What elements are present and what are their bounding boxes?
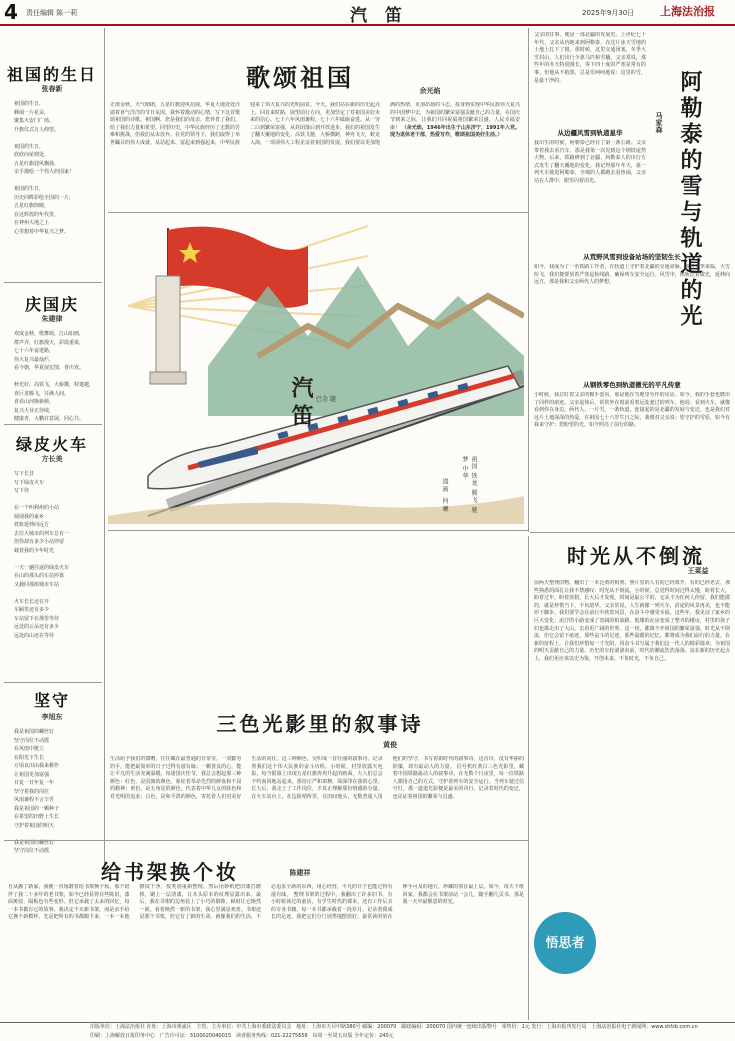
- poem-line: 一天一趟往返的绿皮火车: [14, 564, 70, 571]
- poem-line: 七十六年奋进路，: [14, 348, 55, 354]
- article3-author: 黄俊: [383, 741, 397, 749]
- article3-body: 生活给予我们的馈赠，往往藏在最普通的日常里。一双勤劳的手，能把最简单的日子过得有滋有味；一颗善良的心，能让平凡的生活充满温暖。每逢国庆佳节，我总会想起那三种颜色：红色，是国旗的颜色，象征着革命先烈的鲜血和不屈的精神；黄色，是五角星的颜色，代表着中华儿女的肤色和对光明的追求；白色，是和平鸽的颜色，寄托着人们对美好生活的向往。这三种颜色，交织成一首壮丽的叙事诗，记录着我们这个伟大民族的奋斗历程。小时候，村里放露天电影，每当银幕上出现五星红旗冉冉升起的画面，大人们总会不约而同地站起来，那份庄严和肃穆，深深印在我的心里。长大后，我走上了工作岗位，才真正理解那份情感的分量。在火车站台上，在边防哨所里，在田间地头，无数普通人用他们的坚守，书写着新时代的叙事诗。这首诗，没有华丽的辞藻，却有最动人的力量。 信号机红黄白三色光影里，藏着中国铁路最动人的叙事诗。在无数个日夜里，每一位铁路人都用自己的方式，守护着列车的安全运行。当列车驶过信号灯，那一道道光影便是最美的诗行，记录着时代的变迁，也见证着祖国的繁荣与昌盛。: [110, 756, 524, 800]
- poem-line: 万顷良田由我来耕作: [14, 763, 60, 769]
- illustration-caption: 祖国 铁龙 腾飞 驰梦 中华: [461, 456, 477, 514]
- article2-body-2: 如今，我成为了一名铁路工作者，在轨道上守护着北疆的交通命脉。每当冬季来临，大雪纷飞，我们便要顶着严寒巡检线路，确保列车安全运行。风雪中，铁轨泛着微光，延伸向远方，那是我和父亲两代人的梦想。: [534, 264, 730, 286]
- article4-body-cont: [600, 914, 730, 1018]
- poem-line: 在山的那头的车站停靠: [14, 573, 65, 579]
- poem-line: 火车长长还在开: [14, 598, 50, 605]
- article2-author: 马家森: [655, 112, 663, 133]
- article5-body: 自从搬了新家，我便一直琢磨着给书架换个妆。那个陪伴了我二十多年的老书架，如今已经显得有些陈旧，漆面斑驳，隔板也有些变形。但它承载了太多的回忆，每一本书都有它的故事。我决定不买新书架，而是亲手给它换个新模样。先是把所有的书都搬下来，一本一本地擦拭干净，按类别重新整理。然后用砂纸把旧漆打磨掉，刷上一层清漆，让木头原本的纹理显露出来。最后，我在书架的边角装上了小巧的铜饰，顿时让它焕然一新。看着焕然一新的书架，我心里满是欢喜。书架还是那个书架，但它有了新的生命。就像我们的生活，不必追求全新的东西，用心经营，平凡的日子也能过得有滋有味。 整理书架的过程中，我翻出了许多旧书，有小时候读过的童话，有学生时代的课本，还有工作后买的专业书籍。每一本书都承载着一段岁月，记录着我成长的足迹。我把它们分门别类地摆放好，最常读的放在伸手可及的地方，珍藏的放在最上层。如今，每天下班回家，我都会在书架前站一会儿，随手翻几页书，那是我一天中最惬意的时光。: [8, 884, 524, 921]
- train-illustration: [108, 216, 524, 524]
- poem-line: 在阳光下生长: [14, 754, 45, 761]
- poem-line: 喜看山河换新颜，: [14, 399, 55, 405]
- poem-line: 在神州大地之上: [14, 220, 50, 226]
- poem2-body: [14, 330, 102, 424]
- poem-line: 但你却有多少小站停留: [14, 539, 65, 545]
- poem-line: 伟大复兴最灿烂，: [14, 356, 55, 363]
- page-header: [0, 0, 735, 26]
- divider: [4, 282, 102, 283]
- poem-line: 喜巨龙腾飞，芬满人间，: [14, 390, 70, 397]
- section-title: 汽 笛: [350, 6, 408, 26]
- poem-line: 坚守岗位不动摇: [14, 848, 50, 854]
- article2-subhead-3: 从钢铁零色到轨道微光的平凡传意: [583, 381, 681, 389]
- footer-col2: 主管、主办单位：中共上海市委政法委员会: [196, 1024, 292, 1030]
- masthead-logo: 上海法治报: [660, 5, 715, 18]
- poem-line: 日复一日年复一年: [14, 780, 55, 786]
- article5-author: 陈建祥: [289, 869, 311, 877]
- article2-body-3: 小时候，我总盯着父亲的棉手套看，那是他在雪地里劳作的见证。如今，我的手套也磨出了同样的痕迹。父亲退休后，常常坐在窗前看着远处驶过的列车，他说：看到火车，就像看到你在身边。两代人，一片雪，一条轨道，连接起的是北疆的发展与变迁，也是我们对这片土地深深的热爱。在祖国七十六岁生日之际，我想对父亲说：您守护的雪原，如今有我来守护；您盼望的光，如今照亮了前行的路。: [534, 392, 730, 429]
- left-column-divider: [104, 28, 105, 868]
- poem3-title: 绿皮火车: [15, 435, 88, 454]
- poem-line: 五星红旗倒映，: [14, 203, 50, 209]
- poem-line: [14, 373, 102, 382]
- poem-line: 欣欣向荣到处，: [14, 152, 50, 158]
- poem-line: 坚守岗位不动摇: [14, 737, 50, 744]
- divider: [4, 840, 528, 841]
- poem4-title: 坚守: [33, 691, 70, 710]
- article3-title: 三色光影里的叙事诗: [216, 712, 424, 736]
- article1-body: 正值金秋，天气晴朗，五星红旗迎风招展，华夏大地处处洋溢着喜气洋洋的节日氛围。我怀着激动的心情，写下这首歌颂祖国的诗歌。祖国啊，您是我们的母亲，您养育了我们，给了我们力量和希望。回望历史，中华民族经历了无数的苦难和挑战，但我们从未放弃。在党的领导下，我们取得了举世瞩目的伟大成就。从站起来、富起来到强起来，中华民族迎来了伟大复兴的光明前景。今天，我们站在新的历史起点上，回首来时路，展望前行方向，更加坚定了对祖国美好未来的信心。七十六年风雨兼程，七十六年砥砺奋进。从一穷二白到繁荣富强，从封闭落后到开放进步，我们的祖国发生了翻天覆地的变化。高铁飞驰，大桥横跨，神舟飞天，蛟龙入海，一项项伟大工程见证着祖国的发展。我们要以更加饱满的热情、更加昂扬的斗志，投身到实现中华民族伟大复兴的中国梦中去，为祖国的繁荣富强贡献自己的力量。在国庆节到来之际，让我们共同祝福祖国繁荣昌盛，人民幸福安康！ （余光焰，1946年出生于山东济宁，1991年入党。现为退休老干部，热爱写作，歌颂祖国美好生活。）: [110, 102, 520, 146]
- poem-line: 载着我的少年时光: [14, 547, 55, 554]
- poem-line: 又载回那座城市车站: [14, 581, 60, 588]
- footer-col6: 上海法治报社电子新闻网：www.shfzb.com.cn: [591, 1024, 698, 1030]
- poem-line: 在风雨中挺立: [14, 746, 45, 752]
- article1-author: 余光焰: [419, 87, 441, 95]
- poem-line: [14, 555, 102, 564]
- poem-line: 风雨兼程不言辛苦: [14, 797, 55, 803]
- poem-line: [14, 830, 102, 839]
- footer-col3: 地址：上海市天目中路380号 邮编：200070: [296, 1024, 397, 1030]
- poem-line: 在这辉煌的年代里，: [14, 211, 60, 218]
- poem-line: 让祖国更加富强: [14, 771, 50, 778]
- column-divider: [528, 536, 529, 1020]
- article2-intro: 父亲的往事，便是一部北疆的发展史。上世纪七十年代，父亲从内地来到阿勒泰，在这片冰天雪地的土地上扎下了根。那时候，这里交通闭塞，冬季大雪封山，人们出行全靠马匹和雪橇。父亲常说，那些年的冬天特别漫长，零下四十度的严寒是常有的事。但他从不抱怨，总是乐呵呵地说：这里的雪，是最干净的。: [534, 32, 646, 84]
- footer-col1: 出版单位：上海法治报社 社址：上海市黄浦区: [90, 1024, 192, 1030]
- footer: [90, 1023, 730, 1041]
- poem-line: [14, 496, 102, 505]
- column-divider: [528, 28, 529, 532]
- poem-line: 坚守着我的岗位: [14, 788, 50, 795]
- poem-line: [14, 177, 102, 186]
- poem3-body: [14, 470, 102, 640]
- poem-line: 亲手描绘一个伟大的国家！: [14, 169, 75, 175]
- article2-subhead-2: 从荒野风雪到设备站场的坚韧生长: [583, 253, 681, 261]
- poem-line: 群声齐，红旗漫天，彩霞重染，: [14, 339, 85, 346]
- footer-col4: 邮政编码：200070 国内统一连续出版物号: [401, 1024, 497, 1030]
- poem-line: [14, 589, 102, 598]
- wuseeker-logo: [534, 912, 596, 974]
- footer-print: 印刷：上海解放日报印务中心: [90, 1033, 156, 1039]
- poem-line: 阔别我的家乡: [14, 513, 45, 520]
- article2-subhead-1: 从边疆风雪到轨道星华: [557, 129, 623, 137]
- poem-line: 心里想着中华复兴之梦。: [14, 228, 70, 235]
- footer-col5: 零售价：1元 发行：上海市报刊发行局: [501, 1024, 587, 1030]
- poem-line: 看今朝，华夏展宏图，喜庆欢。: [14, 365, 85, 371]
- poem-line: 在希望的田野上生长: [14, 814, 60, 820]
- poem-line: 秋光好，高铁飞，大桥横，特遣越，: [14, 382, 95, 388]
- article2-body-1: 我出生的时候，阿勒泰已经有了第一条公路。父亲带着我去看汽车，那是我第一次见到这个钢铁庞然大物。后来，铁路修到了北疆，阿勒泰人的出行方式发生了翻天覆地的变化。我记得那年冬天，第一列火车驶进阿勒泰，全城的人都跑去看热闹，父亲站在人群中，眼里闪着泪光。: [534, 140, 646, 184]
- poem-line: 复兴大业正待续，: [14, 407, 55, 414]
- article2-title: 阿勒泰的雪与轨道的光: [677, 70, 702, 330]
- poem-line: 铁轨延伸向远方: [14, 522, 50, 528]
- article4-author: 王菜益: [687, 567, 709, 575]
- editor-credit: 责任编辑 陈一莉: [26, 9, 78, 17]
- divider: [4, 682, 102, 683]
- footer-hotline: 读者服务热线：021-22275656: [235, 1033, 308, 1039]
- poem-line: 我是祖国的螺丝钉: [14, 839, 55, 846]
- poem-line: 车站留下在那里等待: [14, 615, 60, 622]
- poem-line: 历史回眸彩绘全国的一片，: [14, 194, 75, 201]
- poem-line: 欢度金秋，歌舞颂，江山如画，: [14, 331, 85, 337]
- poem-line: 蜂闹一片花朵，: [14, 109, 50, 116]
- poem1-title: 祖国的生日: [6, 65, 97, 84]
- poem-line: 写下长昔: [14, 471, 35, 477]
- divider: [530, 532, 735, 533]
- poem-line: 远处的云朵还有多少: [14, 624, 60, 630]
- poem-line: 祖国的生日，: [14, 101, 45, 107]
- poem-line: 我是祖国的螺丝钉: [14, 729, 55, 735]
- poem4-author: 李旭东: [41, 713, 63, 721]
- poem-line: 祖国的生日，: [14, 143, 45, 150]
- poem-line: [14, 134, 102, 143]
- poem-line: 车厢里还有多少: [14, 607, 50, 613]
- poem4-body: [14, 728, 102, 856]
- poem3-author: 方长美: [41, 455, 63, 463]
- poem-line: 守护着祖国的明天: [14, 822, 55, 829]
- illustration-seal: 巴金 题: [316, 396, 336, 403]
- poem-line: 去往大城市的列车总有一: [14, 530, 70, 537]
- poem2-title: 庆国庆: [24, 295, 79, 314]
- poem-line: 升旗仪式万人仰望。: [14, 126, 60, 133]
- divider: [108, 530, 528, 531]
- page-number: 4: [4, 0, 18, 24]
- footer-schedule: 每周一至周五出版 全年定价：240元: [312, 1033, 394, 1039]
- poem-line: 在一个叫利州的小站: [14, 505, 60, 511]
- poem-line: 聚集天安门广场，: [14, 118, 55, 124]
- poem-line: 健康青，大鹏许意展，同心共。: [14, 416, 85, 422]
- poem-line: 写下你: [14, 488, 30, 494]
- poem1-author: 张春新: [41, 85, 63, 93]
- poem-line: 写下绿皮火车: [14, 479, 45, 486]
- logo-text: 悟思者: [545, 936, 585, 951]
- illustration-artist: 漫画 何曦: [441, 478, 448, 514]
- divider: [4, 424, 102, 425]
- article1-note: （余光焰，1946年出生于山东济宁，1991年入党。现为退休老干部，热爱写作，歌颂祖国美好生活。）: [390, 124, 520, 139]
- article4-body: 前两天整理旧物，翻出了一本泛黄的相册。照片里的人有的已经离开，有的已经老去，那些熟悉的面孔让我不禁感叹：时光从不倒流。小时候，总觉得时间过得太慢，盼着长大，盼着过年，盼着放假。长大后才发现，时间是最公平的，它从不为任何人停留。我们能做的，就是珍惜当下，不负韶华。父亲常说，人生就像一列火车，沿途的风景再美，也不能停下脚步。我们要学会在前行中欣赏风景，在奋斗中感受幸福。这些年，我见证了家乡的巨大变化：泥泞的小路变成了宽阔的柏油路，低矮的瓦房变成了整齐的楼房，村里的孩子们也都走出了大山，去看更广阔的世界。这一切，都离不开祖国的繁荣富强。时光从不倒流，但它会留下痕迹。那些奋斗的足迹，那些温暖的记忆，都将成为我们前行的力量。在新的征程上，让我们珍惜每一寸光阴，用奋斗书写属于我们这一代人的精彩篇章，为祖国的明天贡献自己的力量。历史的车轮滚滚向前，时代的潮流浩浩荡荡。站在新的历史起点上，我们更应该以史为鉴，开创未来，不负时光，不负自己。: [534, 580, 730, 662]
- poem-line: 祖国的生日，: [14, 186, 45, 192]
- footer-ad-license: 广告许可证：3100020040015: [159, 1033, 232, 1039]
- issue-date: 2025年9月30日: [582, 9, 635, 17]
- article1-title: 歌颂祖国: [246, 64, 354, 92]
- poem-line: 五星红旗迎风飘扬，: [14, 160, 60, 167]
- illustration-calligraphy: 汽笛: [288, 376, 314, 432]
- poem2-author: 朱建律: [41, 315, 63, 323]
- article5-title: 给书架换个妆: [101, 860, 239, 884]
- poem-line: 我是祖国的一颗种子: [14, 805, 60, 812]
- poem1-body: [14, 100, 102, 236]
- poem-line: 远处的山还在等待: [14, 632, 55, 639]
- article4-title: 时光从不倒流: [567, 544, 705, 568]
- divider: [108, 212, 528, 213]
